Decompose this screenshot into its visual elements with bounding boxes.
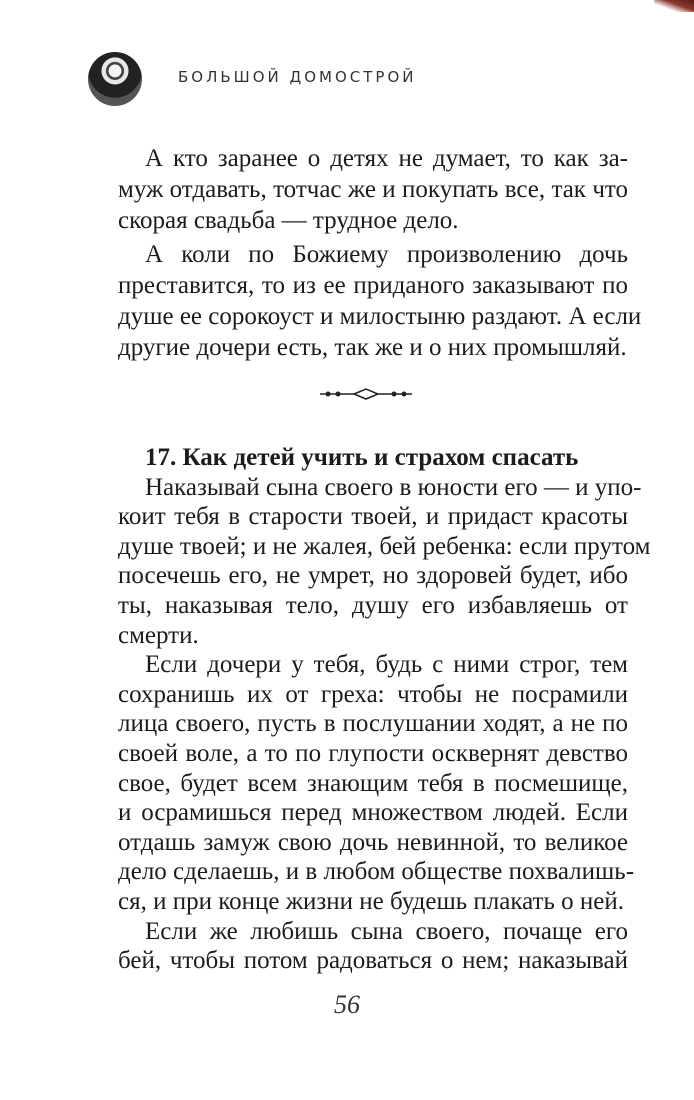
text-line: посечешь его, не умрет, но здоровей будет, ибо xyxy=(118,562,628,590)
page-edge xyxy=(654,0,694,12)
text-line: А коли по Божиему произволению дочь xyxy=(145,241,628,268)
text-line: А кто заранее о детях не думает, то как за- xyxy=(145,145,628,172)
paragraph xyxy=(118,473,651,651)
text-line: смерти. xyxy=(118,621,199,649)
section-divider-ornament-icon xyxy=(318,386,414,402)
text-line: бей, чтобы потом радоваться о нем; наказывай xyxy=(118,947,628,975)
emblem-icon xyxy=(88,52,142,106)
text-line: отдашь замуж свою дочь невинной, то великое xyxy=(118,828,628,856)
section-heading: 17. Как детей учить и страхом спасать xyxy=(145,444,579,471)
text-line: другие дочери есть, так же и о них промышляй. xyxy=(118,334,627,361)
text-line: преставится, то из ее приданого заказывают по xyxy=(118,272,628,299)
paragraph xyxy=(118,143,628,236)
text-line: и осрамишься перед множеством людей. Если xyxy=(118,799,628,827)
page-number: 56 xyxy=(334,990,360,1019)
text-line: свое, будет всем знающим тебя в посмешище, xyxy=(118,769,628,797)
text-line: своей воле, а то по глупости осквернят девство xyxy=(118,739,628,767)
paragraph xyxy=(118,650,635,916)
text-line: ты, наказывая тело, душу его избавляешь от xyxy=(118,591,628,619)
text-line: муж отдавать, тотчас же и покупать все, так что xyxy=(118,176,628,203)
text-line: коит тебя в старости твоей, и придаст красоты xyxy=(118,503,628,531)
text-line: дело сделаешь, и в любом обществе похвалишь- xyxy=(118,858,635,886)
text-block-top xyxy=(118,143,642,363)
paragraph xyxy=(118,239,642,363)
text-line: Наказывай сына своего в юности его — и упо- xyxy=(145,473,642,501)
text-line: ся, и при конце жизни не будешь плакать о ней. xyxy=(118,887,624,915)
text-line: сохранишь их от греха: чтобы не посрамили xyxy=(118,680,628,708)
section-17 xyxy=(118,443,651,976)
text-line: лица своего, пусть в послушании ходят, а не по xyxy=(118,710,628,738)
text-line: душе ее сорокоуст и милостыню раздают. А если xyxy=(118,303,642,330)
text-line: Если же любишь сына своего, почаще его xyxy=(145,917,628,945)
text-line: Если дочери у тебя, будь с ними строг, тем xyxy=(145,651,628,679)
text-line: душе твоей; и не жалея, бей ребенка: если прутом xyxy=(118,532,651,560)
running-title: БОЛЬШОЙ ДОМОСТРОЙ xyxy=(178,68,417,86)
paragraph xyxy=(118,917,628,976)
text-line: скорая свадьба — трудное дело. xyxy=(118,207,459,234)
